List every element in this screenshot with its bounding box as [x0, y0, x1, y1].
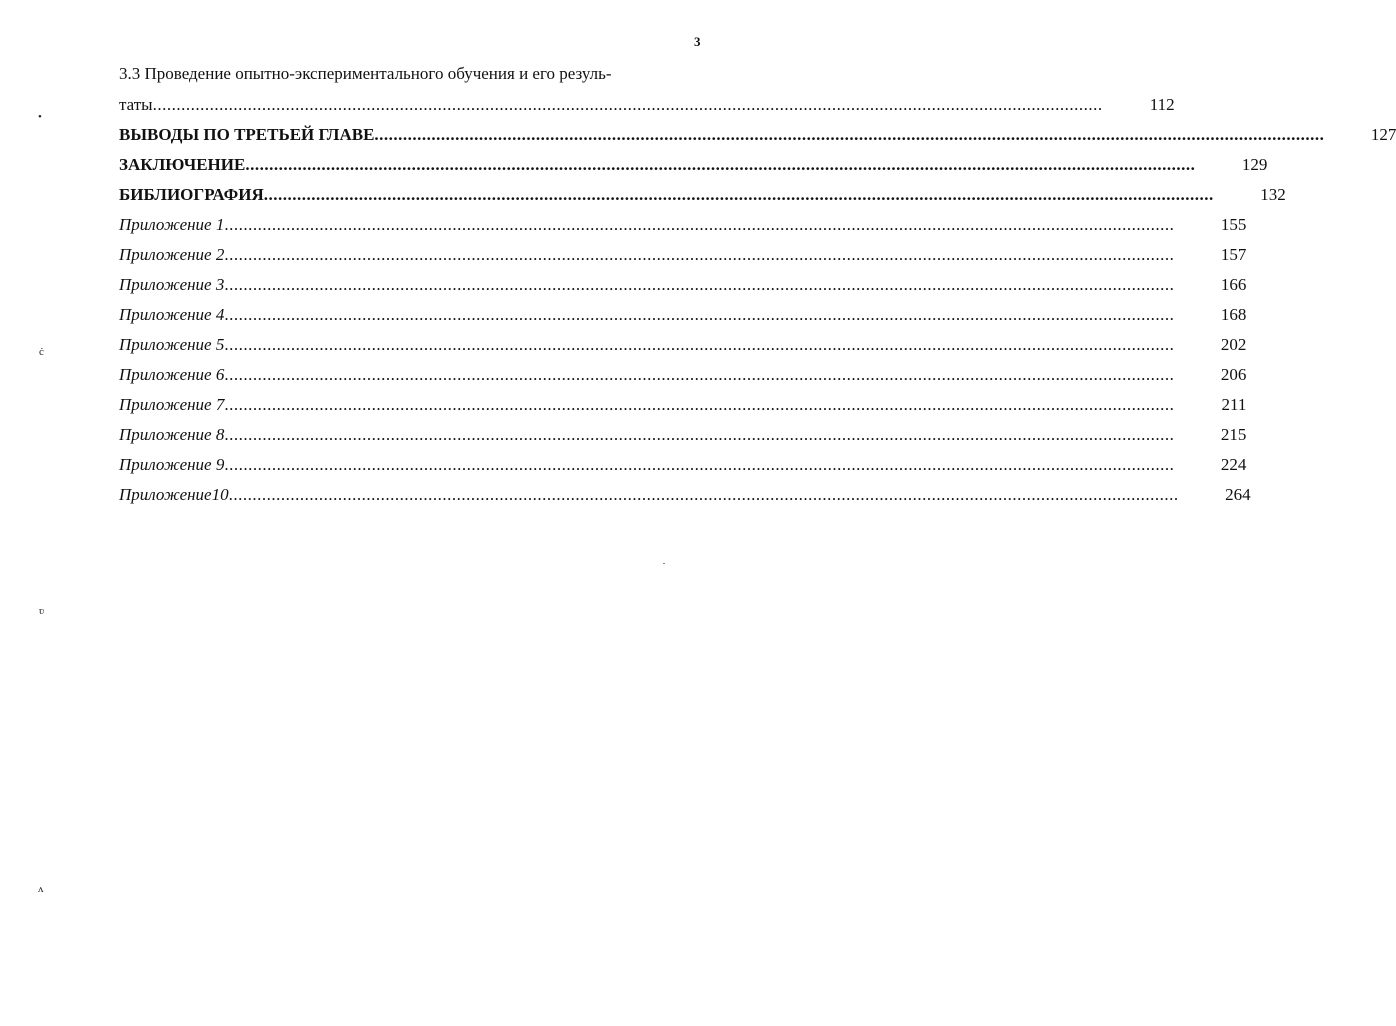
toc-page-number: 155	[1220, 215, 1247, 234]
toc-leader-dots: ........................................................................................................................................................................................................	[224, 395, 1175, 414]
toc-leader-dots: ........................................................................................................................................................................................................	[152, 95, 1103, 114]
margin-mark: ċ	[39, 346, 44, 358]
toc-page-number: 168	[1220, 305, 1247, 324]
toc-entry	[119, 150, 1268, 180]
toc-leader-dots: ........................................................................................................................................................................................................	[263, 185, 1214, 204]
toc-page-number: 132	[1260, 185, 1286, 204]
toc-entry-label: ВЫВОДЫ ПО ТРЕТЬЕЙ ГЛАВЕ	[119, 125, 375, 144]
toc-entry-3-3	[119, 90, 1175, 120]
margin-mark: •	[38, 111, 42, 123]
toc-entry	[119, 300, 1247, 330]
toc-entry-label: Приложение 8	[119, 425, 225, 444]
toc-entry	[119, 240, 1247, 270]
toc-leader-dots: ........................................................................................................................................................................................................	[245, 155, 1196, 174]
toc-entry	[119, 390, 1247, 420]
scan-speck	[663, 563, 665, 564]
toc-entry-label: Приложение 3	[119, 275, 225, 294]
toc-page-number: 112	[1149, 95, 1175, 114]
toc-page-number: 157	[1220, 245, 1247, 264]
toc-leader-dots: ........................................................................................................................................................................................................	[224, 215, 1175, 234]
toc-leader-dots: ........................................................................................................................................................................................................	[374, 125, 1325, 144]
toc-page-number: 211	[1221, 395, 1247, 414]
toc-entry-label: Приложение 6	[119, 365, 225, 384]
toc-entry-label: Приложение 5	[119, 335, 225, 354]
margin-mark: ʌ	[38, 883, 44, 895]
toc-page-number: 224	[1220, 455, 1247, 474]
toc-entry	[119, 120, 1396, 150]
toc-entry-label: ЗАКЛЮЧЕНИЕ	[119, 155, 246, 174]
toc-entry	[119, 270, 1247, 300]
toc-page-number: 127	[1370, 125, 1396, 144]
toc-leader-dots: ........................................................................................................................................................................................................	[228, 485, 1179, 504]
toc-entry	[119, 180, 1286, 210]
toc-leader-dots: ........................................................................................................................................................................................................	[224, 275, 1175, 294]
toc-entry	[119, 360, 1247, 390]
toc-entry	[119, 420, 1247, 450]
toc-page-number: 206	[1220, 365, 1247, 384]
toc-page-number: 202	[1220, 335, 1247, 354]
toc-entry	[119, 480, 1251, 510]
toc-leader-dots: ........................................................................................................................................................................................................	[224, 455, 1175, 474]
toc-entry-label: Приложение 7	[119, 395, 225, 414]
toc-entry-label: таты	[119, 95, 153, 114]
toc-leader-dots: ........................................................................................................................................................................................................	[224, 425, 1175, 444]
toc-entry-label: Приложение10	[119, 485, 229, 504]
toc-leader-dots: ........................................................................................................................................................................................................	[224, 365, 1175, 384]
toc-entry	[119, 210, 1247, 240]
toc-leader-dots: ........................................................................................................................................................................................................	[224, 335, 1175, 354]
toc-entry-label: Приложение 1	[119, 215, 225, 234]
toc-page-number: 166	[1220, 275, 1247, 294]
toc-entries-list	[119, 120, 1396, 510]
toc-entry-label: Приложение 9	[119, 455, 225, 474]
table-of-contents	[119, 60, 1396, 510]
toc-entry	[119, 330, 1247, 360]
toc-page-number: 129	[1241, 155, 1268, 174]
toc-leader-dots: ........................................................................................................................................................................................................	[224, 245, 1175, 264]
page-number: 3	[694, 34, 701, 49]
toc-entry-3-3-line1: 3.3 Проведение опытно-экспериментального обучения и его резуль-	[119, 64, 612, 83]
toc-page-number: 264	[1225, 485, 1251, 504]
toc-entry-label: Приложение 2	[119, 245, 225, 264]
toc-page-number: 215	[1220, 425, 1247, 444]
toc-entry-label: БИБЛИОГРАФИЯ	[119, 185, 264, 204]
toc-leader-dots: ........................................................................................................................................................................................................	[224, 305, 1175, 324]
toc-entry	[119, 450, 1247, 480]
toc-entry-label: Приложение 4	[119, 305, 225, 324]
margin-mark: ʋ	[39, 605, 45, 617]
